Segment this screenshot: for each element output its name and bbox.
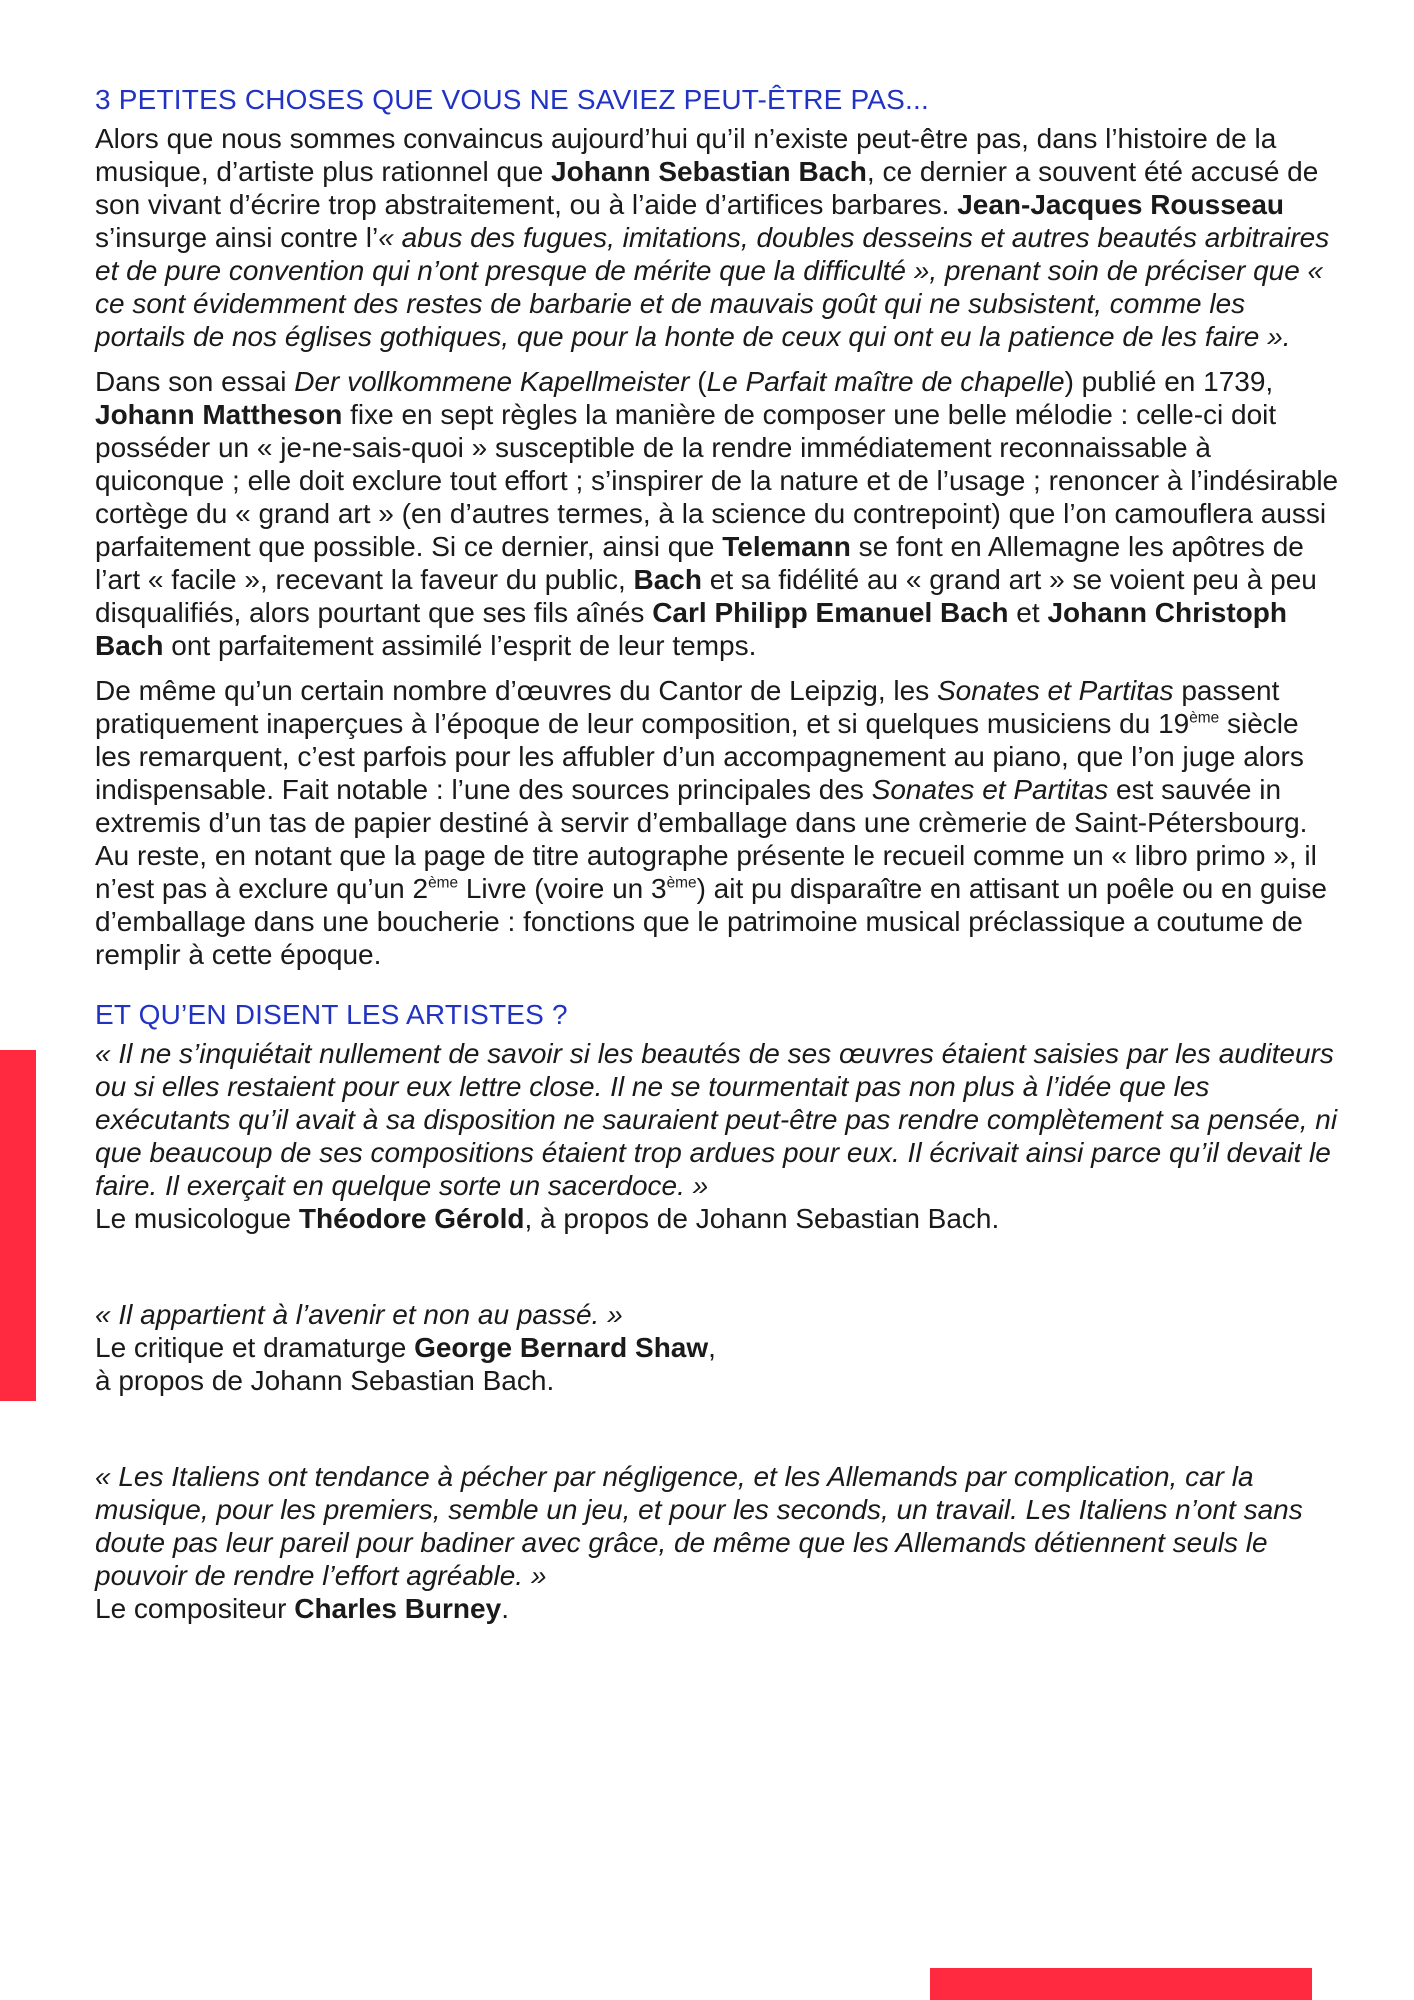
- bold-name: Jean-Jacques Rousseau: [957, 189, 1285, 220]
- italic-text: Sonates et Partitas: [871, 774, 1109, 805]
- quote-attribution: Le musicologue Théodore Gérold, à propos de Johann Sebastian Bach.: [95, 1203, 1000, 1234]
- page-content: [95, 82, 1340, 1625]
- bold-name: Johann Mattheson: [95, 399, 343, 430]
- bold-name: Johann Sebastian Bach: [551, 156, 867, 187]
- quote-text: « Les Italiens ont tendance à pécher par négligence, et les Allemands par complication, car la musique, pour les premiers, semble un jeu, et pour les seconds, un travail. Les Italiens n’ont sans doute pas leur pareil pour badiner avec grâce, de même que les Allemands détiennent seuls le pouvoir de rendre l’effort agréable. »: [95, 1461, 1303, 1591]
- bold-name: Bach: [633, 564, 702, 595]
- italic-text: Sonates et Partitas: [936, 675, 1174, 706]
- facts-heading: 3 PETITES CHOSES QUE VOUS NE SAVIEZ PEUT-ÊTRE PAS...: [95, 84, 929, 115]
- quote-block-shaw: [95, 1298, 1340, 1397]
- fact-paragraph-2: Dans son essai Der vollkommene Kapellmeister (Le Parfait maître de chapelle) publié en 1739, Johann Mattheson fixe en sept règles la manière de composer une belle mélodie : celle-ci doit posséder un « je-ne-sais-quoi » susceptible de la rendre immédiatement reconnaissable à quiconque ; elle doit exclure tout effort ; s’inspirer de la nature et de l’usage ; renoncer à l’indésirable cortège du « grand art » (en d’autres termes, à la science du contrepoint) que l’on camouflera aussi parfaitement que possible. Si ce dernier, ainsi que Telemann se font en Allemagne les apôtres de l’art « facile », recevant la faveur du public, Bach et sa fidélité au « grand art » se voient peu à peu disqualifiés, alors pourtant que ses fils aînés Carl Philipp Emanuel Bach et Johann Christoph Bach ont parfaitement assimilé l’esprit de leur temps.: [95, 366, 1339, 661]
- italic-text: « abus des fugues, imitations, doubles desseins et autres beautés arbitraires et de pure convention qui n’ont presque de mérite que la difficulté », prenant soin de préciser que « ce sont évidemment des restes de barbarie et de mauvais goût qui ne subsistent, comme les portails de nos églises gothiques, que pour la honte de ceux qui ont eu la patience de les faire ».: [95, 222, 1330, 352]
- quote-text: « Il ne s’inquiétait nullement de savoir si les beautés de ses œuvres étaient saisies par les auditeurs ou si elles restaient pour eux lettre close. Il ne se tourmentait pas non plus à l’idée que les exécutants qu’il avait à sa disposition ne sauraient peut-être pas rendre complètement sa pensée, ni que beaucoup de ses compositions étaient trop ardues pour eux. Il écrivait ainsi parce qu’il devait le faire. Il exerçait en quelque sorte un sacerdoce. »: [95, 1038, 1338, 1201]
- quote-text: « Il appartient à l’avenir et non au passé. »: [95, 1299, 623, 1330]
- bold-name: Telemann: [722, 531, 851, 562]
- italic-text: Le Parfait maître de chapelle: [706, 366, 1065, 397]
- facts-section: [95, 82, 1340, 971]
- superscript: ème: [428, 874, 459, 892]
- fact-paragraph-1: Alors que nous sommes convaincus aujourd’hui qu’il n’existe peut-être pas, dans l’histoire de la musique, d’artiste plus rationnel que Johann Sebastian Bach, ce dernier a souvent été accusé de son vivant d’écrire trop abstraitement, ou à l’aide d’artifices barbares. Jean-Jacques Rousseau s’insurge ainsi contre l’« abus des fugues, imitations, doubles desseins et autres beautés arbitraires et de pure convention qui n’ont presque de mérite que la difficulté », prenant soin de préciser que « ce sont évidemment des restes de barbarie et de mauvais goût qui ne subsistent, comme les portails de nos églises gothiques, que pour la honte de ceux qui ont eu la patience de les faire ».: [95, 123, 1330, 352]
- bold-name: George Bernard Shaw: [414, 1332, 709, 1363]
- red-footer-bar: [930, 1968, 1312, 2000]
- bold-name: Johann Christoph Bach: [95, 597, 1287, 661]
- fact-paragraph-3: De même qu’un certain nombre d’œuvres du Cantor de Leipzig, les Sonates et Partitas passent pratiquement inaperçues à l’époque de leur composition, et si quelques musiciens du 19ème siècle les remarquent, c’est parfois pour les affubler d’un accompagnement au piano, que l’on juge alors indispensable. Fait notable : l’une des sources principales des Sonates et Partitas est sauvée in extremis d’un tas de papier destiné à servir d’emballage dans une crèmerie de Saint-Pétersbourg. Au reste, en notant que la page de titre autographe présente le recueil comme un « libro primo », il n’est pas à exclure qu’un 2ème Livre (voire un 3ème) ait pu disparaître en attisant un poêle ou en guise d’emballage dans une boucherie : fonctions que le patrimoine musical préclassique a coutume de remplir à cette époque.: [95, 675, 1327, 970]
- bold-name: Carl Philipp Emanuel Bach: [652, 597, 1009, 628]
- artists-heading: ET QU’EN DISENT LES ARTISTES ?: [95, 999, 568, 1030]
- artists-section: [95, 997, 1340, 1625]
- bold-name: Charles Burney: [294, 1593, 502, 1624]
- superscript: ème: [1189, 709, 1220, 727]
- bold-name: Théodore Gérold: [298, 1203, 525, 1234]
- quote-attribution: Le compositeur Charles Burney.: [95, 1593, 509, 1624]
- quote-block-gerold: [95, 1037, 1340, 1235]
- quote-attribution: Le critique et dramaturge George Bernard Shaw, à propos de Johann Sebastian Bach.: [95, 1332, 716, 1396]
- red-side-bar: [0, 1050, 36, 1401]
- superscript: ème: [666, 874, 697, 892]
- italic-text: Der vollkommene Kapellmeister: [294, 366, 690, 397]
- quote-block-burney: [95, 1460, 1340, 1625]
